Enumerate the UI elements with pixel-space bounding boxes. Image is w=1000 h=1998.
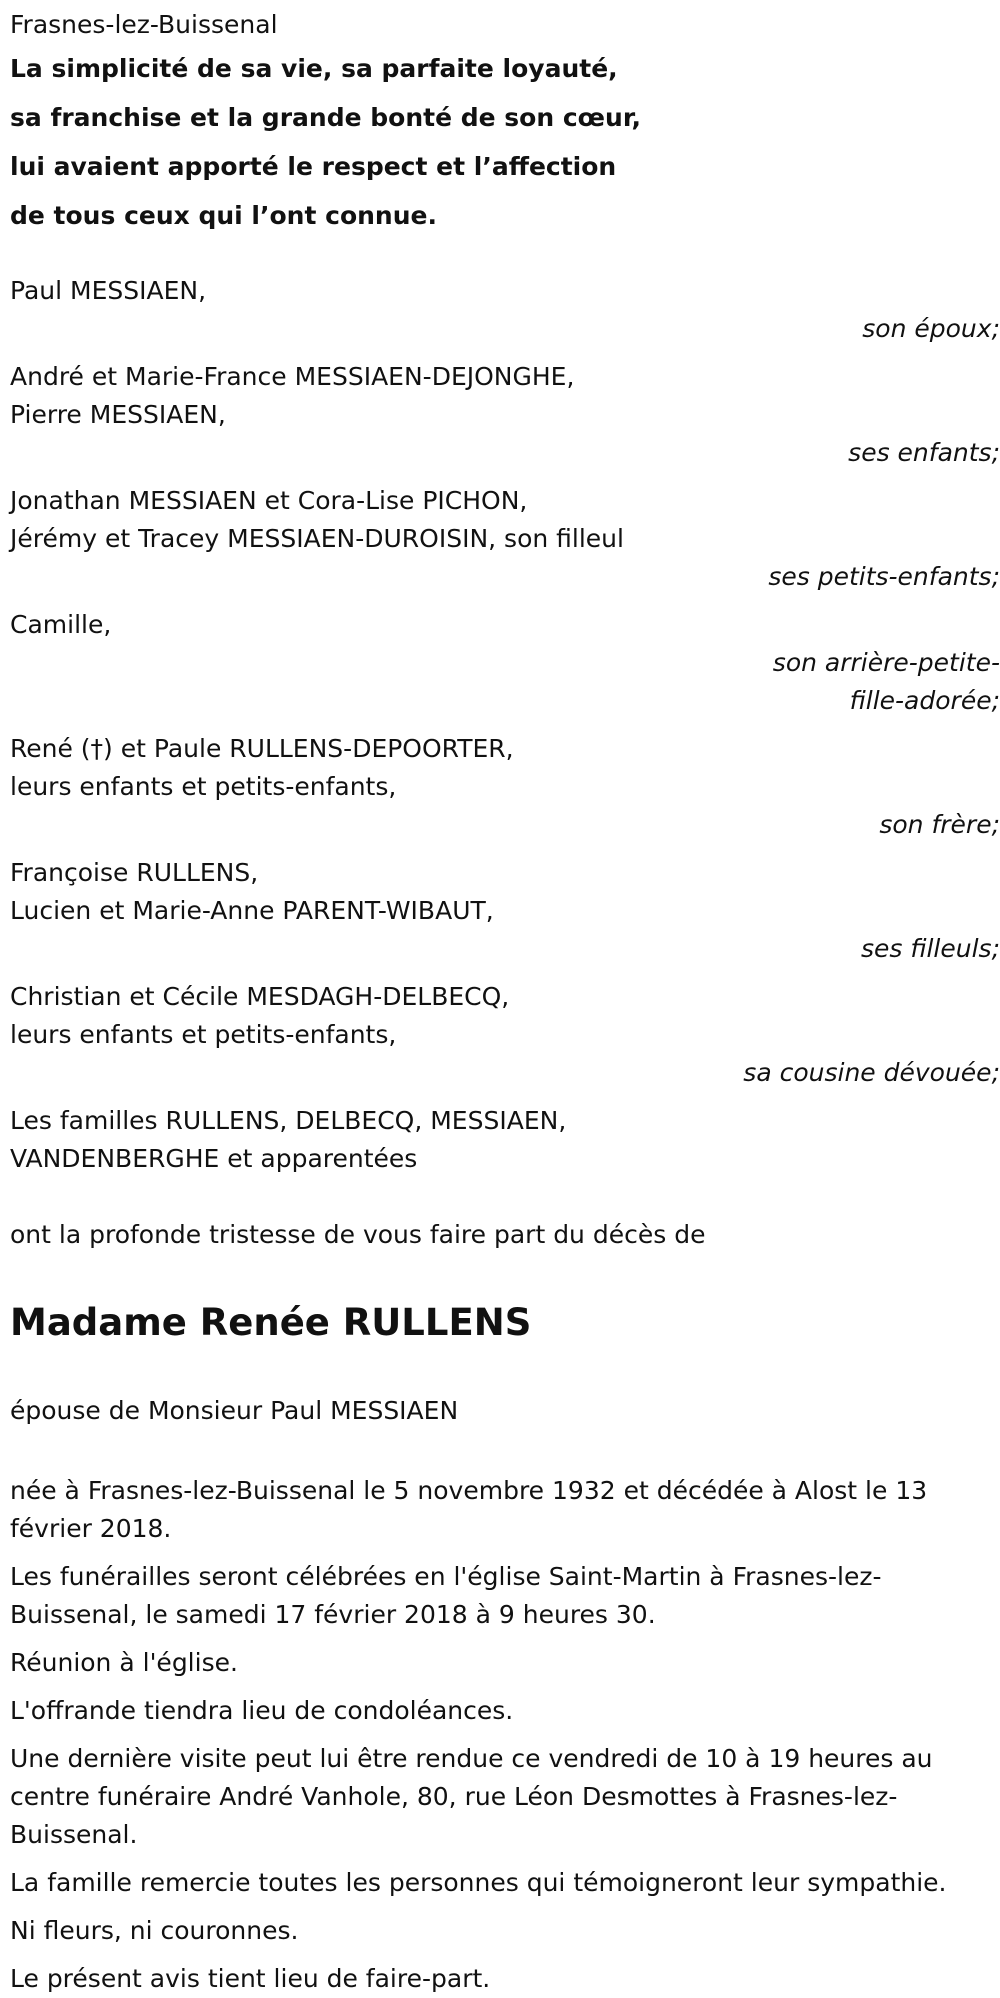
family-list — [10, 272, 1000, 1178]
family-group-cousin — [10, 978, 1000, 1092]
family-name-line: Lucien et Marie-Anne PARENT-WIBAUT, — [10, 896, 494, 925]
family-relation: son frère; — [879, 810, 1000, 839]
detail-paragraph: Les funérailles seront célébrées en l'église Saint-Martin à Frasnes-lez-Buissenal, le samedi 17 février 2018 à 9 heures 30. — [10, 1562, 882, 1629]
detail-paragraph: née à Frasnes-lez-Buissenal le 5 novembre 1932 et décédée à Alost le 13 février 2018. — [10, 1476, 928, 1543]
family-group-related-families — [10, 1102, 1000, 1178]
obituary-column — [10, 0, 1000, 1998]
family-name-line: Christian et Cécile MESDAGH-DELBECQ, — [10, 982, 510, 1011]
family-relation: son époux; — [862, 314, 1000, 343]
family-group-brother — [10, 730, 1000, 844]
quote-line: de tous ceux qui l’ont connue. — [10, 201, 437, 230]
detail-paragraph: L'offrande tiendra lieu de condoléances. — [10, 1696, 514, 1725]
family-relation: sa cousine dévouée; — [743, 1058, 1000, 1087]
spouse-line: épouse de Monsieur Paul MESSIAEN — [10, 1396, 459, 1425]
family-name-line: Pierre MESSIAEN, — [10, 400, 226, 429]
memorial-quote — [10, 44, 1000, 240]
quote-line: sa franchise et la grande bonté de son cœur, — [10, 103, 641, 132]
family-relation: ses enfants; — [848, 438, 1000, 467]
family-name-line: René (†) et Paule RULLENS-DEPOORTER, — [10, 734, 514, 763]
family-name-line: VANDENBERGHE et apparentées — [10, 1144, 418, 1173]
family-name-line: Jérémy et Tracey MESSIAEN-DUROISIN, son filleul — [10, 524, 624, 553]
family-name-line: Jonathan MESSIAEN et Cora-Lise PICHON, — [10, 486, 528, 515]
family-group-godchildren — [10, 854, 1000, 968]
family-name-line: Les familles RULLENS, DELBECQ, MESSIAEN, — [10, 1106, 567, 1135]
detail-paragraph: Le présent avis tient lieu de faire-part. — [10, 1964, 491, 1993]
detail-paragraph: Ni fleurs, ni couronnes. — [10, 1916, 299, 1945]
family-name-line: Camille, — [10, 610, 112, 639]
family-group-grandchildren — [10, 482, 1000, 596]
quote-line: La simplicité de sa vie, sa parfaite loyauté, — [10, 54, 618, 83]
family-relation: ses filleuls; — [860, 934, 1000, 963]
detail-paragraph: Réunion à l'église. — [10, 1648, 238, 1677]
family-name-line: Paul MESSIAEN, — [10, 276, 207, 305]
detail-paragraph: La famille remercie toutes les personnes qui témoigneront leur sympathie. — [10, 1868, 947, 1897]
family-relation: ses petits-enfants; — [768, 562, 1000, 591]
quote-line: lui avaient apporté le respect et l’affection — [10, 152, 617, 181]
family-group-children — [10, 358, 1000, 472]
detail-paragraph: Une dernière visite peut lui être rendue ce vendredi de 10 à 19 heures au centre funéraire André Vanhole, 80, rue Léon Desmottes à Frasnes-lez-Buissenal. — [10, 1744, 933, 1849]
funeral-details — [10, 1472, 1000, 1998]
family-name-line: leurs enfants et petits-enfants, — [10, 1020, 397, 1049]
family-name-line: Françoise RULLENS, — [10, 858, 259, 887]
family-relation: son arrière-petite-fille-adorée; — [772, 648, 1000, 715]
deceased-name: Madame Renée RULLENS — [10, 1301, 532, 1344]
place-heading: Frasnes-lez-Buissenal — [10, 10, 278, 39]
announcement-text: ont la profonde tristesse de vous faire part du décès de — [10, 1220, 706, 1249]
family-name-line: leurs enfants et petits-enfants, — [10, 772, 397, 801]
family-group-spouse — [10, 272, 1000, 348]
family-group-great-grandchild — [10, 606, 1000, 720]
family-name-line: André et Marie-France MESSIAEN-DEJONGHE, — [10, 362, 575, 391]
